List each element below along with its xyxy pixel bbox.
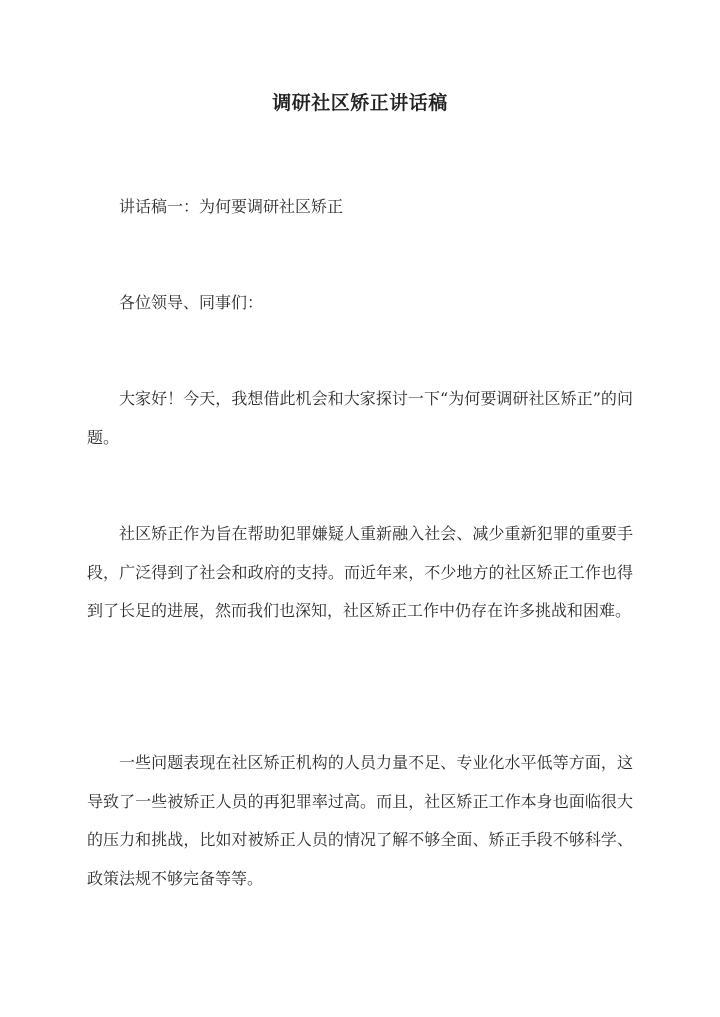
paragraph-problems: 一些问题表现在社区矫正机构的人员力量不足、专业化水平低等方面，这导致了一些被矫正人员的再犯罪率过高。而且，社区矫正工作本身也面临很大的压力和挑战，比如对被矫正人员的情况了解不够全面、矫正手段不够科学、政策法规不够完备等等。: [87, 753, 633, 888]
paragraph-salutation: 各位领导、同事们：: [119, 293, 264, 312]
paragraph-subtitle: 讲话稿一：为何要调研社区矫正: [119, 197, 344, 216]
document-title: 调研社区矫正讲话稿: [272, 92, 448, 114]
paragraph-background: 社区矫正作为旨在帮助犯罪嫌疑人重新融入社会、减少重新犯罪的重要手段，广泛得到了社会和政府的支持。而近年来，不少地方的社区矫正工作也得到了长足的进展，然而我们也深知，社区矫正工作中仍存在许多挑战和困难。: [87, 524, 633, 620]
paragraph-greeting: 大家好！今天，我想借此机会和大家探讨一下“为何要调研社区矫正”的问题。: [87, 389, 633, 447]
